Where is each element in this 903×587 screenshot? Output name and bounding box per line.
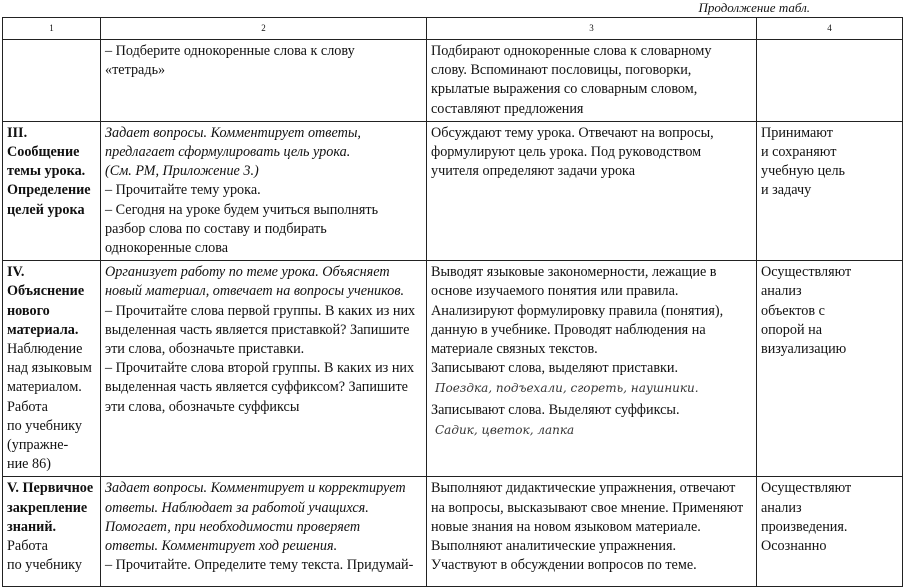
cell-text-line: новый материал, отвечает на вопросы учеников. bbox=[105, 283, 405, 300]
cell-text-line: формулируют цель урока. Под руководством bbox=[431, 144, 702, 161]
cell-text-line: объектов с bbox=[761, 302, 825, 319]
student-activity-line: Записывают слова. Выделяют суффиксы. bbox=[431, 401, 680, 418]
student-activity-text bbox=[431, 263, 752, 378]
table-row bbox=[3, 261, 903, 477]
cell-text-line: эти слова, обозначьте приставки. bbox=[105, 341, 305, 358]
cell-text-line: Осознанно bbox=[761, 538, 827, 555]
cell-text-line: Организует работу по теме урока. Объясняет bbox=[105, 264, 390, 281]
teacher-activity-cell bbox=[101, 261, 427, 477]
teacher-activity-cell bbox=[101, 477, 427, 587]
table-row bbox=[3, 477, 903, 587]
cell-text-line: – Прочитайте слова второй группы. В каких из них bbox=[105, 360, 415, 377]
cell-text-line: Определение bbox=[7, 182, 91, 199]
cell-text-line: целей урока bbox=[7, 201, 85, 218]
cell-text-line: Помогает, при необходимости проверяет bbox=[105, 518, 361, 535]
student-activity-cell bbox=[427, 121, 757, 260]
cell-text-line: Сообщение bbox=[7, 144, 80, 161]
cell-text-line: закрепление bbox=[7, 499, 88, 516]
cell-text-line: над языковым bbox=[7, 360, 92, 377]
cell-text-line: выделенная часть является суффиксом? Запишите bbox=[105, 379, 408, 396]
cell-text-line: и задачу bbox=[761, 182, 812, 199]
cell-text-line: разбор слова по составу и подбирать bbox=[105, 220, 327, 237]
cell-text-line: Обсуждают тему урока. Отвечают на вопросы, bbox=[431, 124, 714, 141]
cell-text-line: знаний. bbox=[7, 518, 57, 535]
cell-text-line: – Прочитайте тему урока. bbox=[105, 182, 261, 199]
cell-text-line: Осуществляют bbox=[761, 480, 852, 497]
table-row bbox=[3, 40, 903, 122]
cell-text-line: – Сегодня на уроке будем учиться выполнять bbox=[105, 201, 379, 218]
stage-cell bbox=[3, 40, 101, 122]
cell-text-line: Работа bbox=[7, 538, 48, 555]
cell-text-line: выделенная часть является приставкой? Запишите bbox=[105, 321, 410, 338]
cell-text-line: составляют предложения bbox=[431, 100, 584, 117]
cell-text-line: Анализируют формулировку правила (понятия), bbox=[431, 302, 724, 319]
cell-text-line: предлагает сформулировать цель урока. bbox=[105, 144, 351, 161]
column-number: 4 bbox=[757, 18, 903, 40]
cell-text-line: основе изучаемого понятия или правила. bbox=[431, 283, 679, 300]
column-number: 2 bbox=[101, 18, 427, 40]
student-activity-cell bbox=[427, 40, 757, 122]
cell-text-line: Подбирают однокоренные слова к словарному bbox=[431, 43, 712, 59]
uud-cell bbox=[757, 40, 903, 122]
cell-text-line: новые знания на новом языковом материале. bbox=[431, 518, 701, 535]
cell-text-line: визуализацию bbox=[761, 341, 847, 358]
teacher-activity-cell bbox=[101, 40, 427, 122]
cell-text-line: материале связных текстов. bbox=[431, 341, 598, 358]
uud-cell bbox=[757, 261, 903, 477]
cell-text-line: – Подберите однокоренные слова к слову bbox=[105, 43, 355, 59]
cell-text-line: Задает вопросы. Комментирует ответы, bbox=[105, 124, 361, 141]
cell-text-line: ответы. Наблюдает за работой учащихся. bbox=[105, 499, 369, 516]
table-row bbox=[3, 121, 903, 260]
handwritten-suffix-words: Садик, цветок, лапка bbox=[435, 422, 575, 437]
handwritten-prefix-words: Поездка, подъехали, сгореть, наушники. bbox=[435, 381, 699, 396]
cell-text-line: учителя определяют задачи урока bbox=[431, 163, 636, 180]
cell-text-line: по учебнику bbox=[7, 417, 82, 434]
student-activity-cell bbox=[427, 477, 757, 587]
cell-text-line: эти слова, обозначьте суффиксы bbox=[105, 398, 300, 415]
cell-text-line: – Прочитайте слова первой группы. В каких из них bbox=[105, 302, 416, 319]
cell-text-line: (упражне- bbox=[7, 437, 69, 454]
cell-text-line: слову. Вспоминают пословицы, поговорки, bbox=[431, 62, 692, 79]
cell-text-line: однокоренные слова bbox=[105, 240, 229, 257]
cell-text-line: (См. РМ, Приложение 3.) bbox=[105, 163, 259, 180]
cell-text-line: Выводят языковые закономерности, лежащие в bbox=[431, 264, 717, 281]
cell-text-line: учебную цель bbox=[761, 163, 846, 180]
cell-text-line: материалом. bbox=[7, 379, 82, 396]
cell-text-line: по учебнику bbox=[7, 557, 82, 574]
stage-cell bbox=[3, 261, 101, 477]
stage-cell bbox=[3, 477, 101, 587]
column-number-row bbox=[3, 18, 903, 40]
cell-text-line: ответы. Комментирует ход решения. bbox=[105, 538, 338, 555]
cell-text-line: данную в учебнике. Проводят наблюдения на bbox=[431, 321, 706, 338]
cell-text-line: Задает вопросы. Комментирует и корректирует bbox=[105, 480, 406, 497]
cell-text-line: крылатые выражения со словарным словом, bbox=[431, 81, 698, 98]
cell-text-line: Осуществляют bbox=[761, 264, 852, 281]
cell-text-line: на вопросы, высказывают свое мнение. Применяют bbox=[431, 499, 744, 516]
cell-text-line: Работа bbox=[7, 398, 48, 415]
cell-text-line: III. bbox=[7, 124, 28, 141]
cell-text-line: нового bbox=[7, 302, 50, 319]
cell-text-line: Выполняют дидактические упражнения, отвечают bbox=[431, 480, 736, 497]
cell-text-line: темы урока. bbox=[7, 163, 86, 180]
lesson-table bbox=[2, 17, 903, 587]
column-number: 3 bbox=[427, 18, 757, 40]
cell-text-line: Записывают слова, выделяют приставки. bbox=[431, 360, 679, 377]
cell-text-line: IV. bbox=[7, 264, 25, 281]
teacher-activity-cell bbox=[101, 121, 427, 260]
cell-text-line: произведения. bbox=[761, 518, 848, 535]
cell-text-line: опорой на bbox=[761, 321, 822, 338]
uud-cell bbox=[757, 477, 903, 587]
cell-text-line: ние 86) bbox=[7, 456, 51, 473]
cell-text-line: и сохраняют bbox=[761, 144, 837, 161]
cell-text-line: материала. bbox=[7, 321, 79, 338]
cell-text-line: Участвуют в обсуждении вопросов по теме. bbox=[431, 557, 697, 574]
cell-text-line: – Прочитайте. Определите тему текста. Придумай- bbox=[105, 557, 414, 574]
cell-text-line: Наблюдение bbox=[7, 341, 83, 358]
continuation-label: Продолжение табл. bbox=[698, 0, 810, 15]
cell-text-line: Выполняют аналитические упражнения. bbox=[431, 538, 677, 555]
student-activity-cell bbox=[427, 261, 757, 477]
column-number: 1 bbox=[3, 18, 101, 40]
cell-text-line: Объяснение bbox=[7, 283, 85, 300]
cell-text-line: Принимают bbox=[761, 124, 833, 141]
cell-text-line: V. Первичное bbox=[7, 480, 94, 497]
cell-text-line: «тетрадь» bbox=[105, 62, 166, 79]
cell-text-line: анализ bbox=[761, 499, 802, 516]
stage-cell bbox=[3, 121, 101, 260]
cell-text-line: анализ bbox=[761, 283, 802, 300]
uud-cell bbox=[757, 121, 903, 260]
